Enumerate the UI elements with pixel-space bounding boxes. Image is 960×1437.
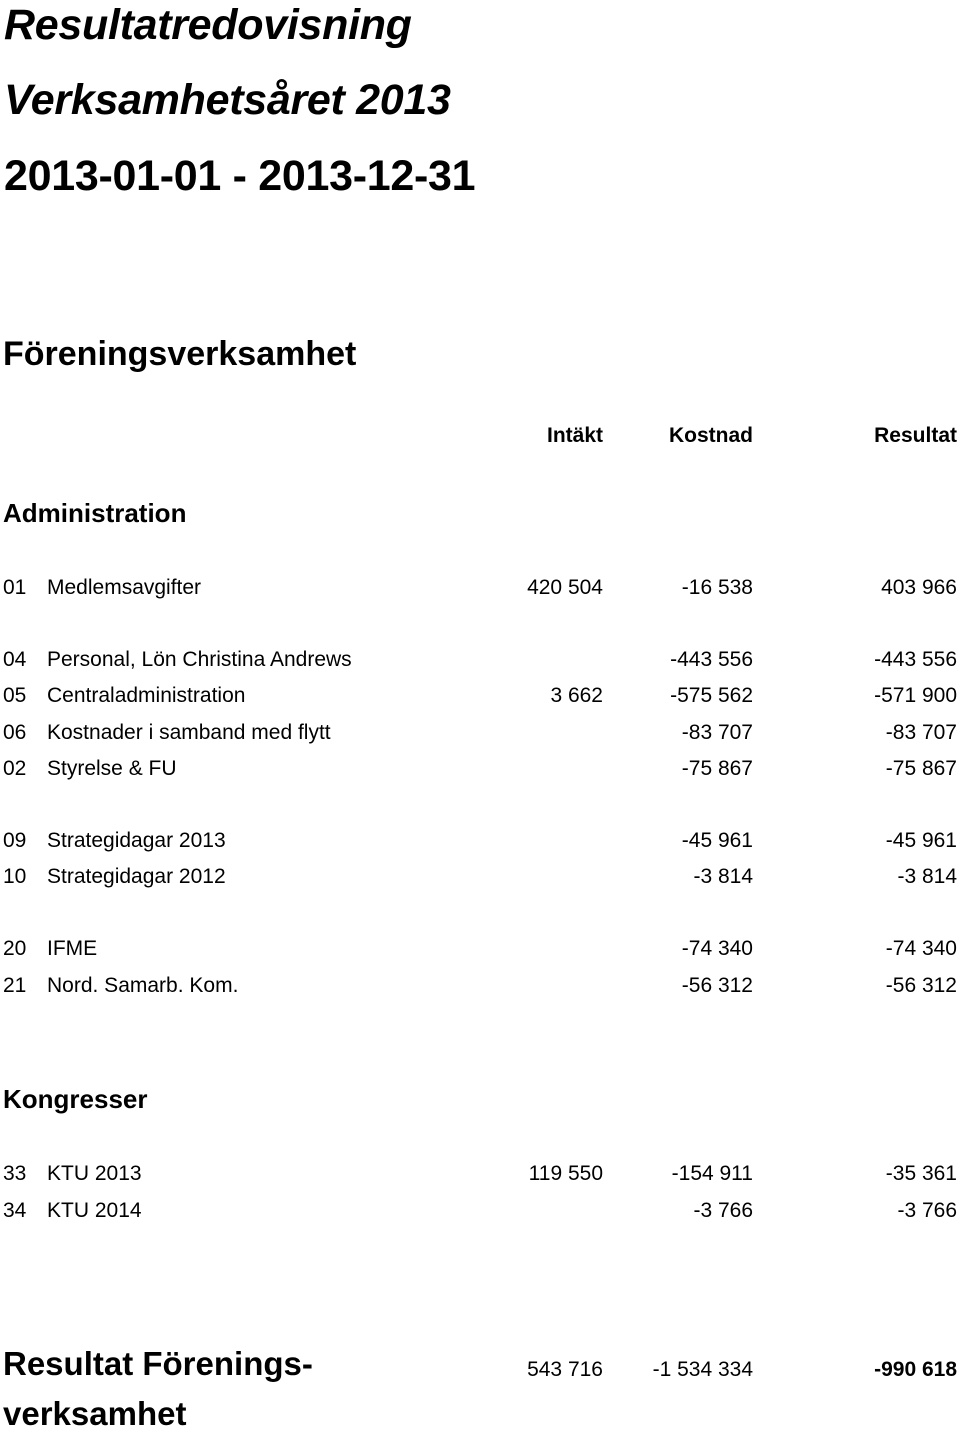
cost-value: -575 562 <box>670 684 753 707</box>
total-cost: -1 534 334 <box>652 1358 753 1381</box>
table-row <box>0 573 960 603</box>
total-label-line1: Resultat Förenings- <box>3 1345 313 1382</box>
cost-value: -154 911 <box>671 1162 753 1185</box>
account-name: Personal, Lön Christina Andrews <box>47 648 352 671</box>
account-code: 20 <box>3 937 27 960</box>
account-code: 10 <box>3 865 27 888</box>
account-name: IFME <box>47 937 98 960</box>
cost-value: -74 340 <box>681 937 753 960</box>
kongresser-heading: Kongresser <box>3 1084 148 1114</box>
report-title: Resultatredovisning <box>4 1 412 49</box>
cost-value: -16 538 <box>681 576 753 599</box>
table-row <box>0 934 960 964</box>
account-name: Medlemsavgifter <box>47 576 202 599</box>
report-year: Verksamhetsåret 2013 <box>4 76 451 124</box>
total-result: -990 618 <box>874 1358 957 1381</box>
account-code: 05 <box>3 684 27 707</box>
account-name: Kostnader i samband med flytt <box>47 721 331 744</box>
result-value: -56 312 <box>885 974 957 997</box>
result-value: -75 867 <box>885 757 957 780</box>
table-row <box>0 1196 960 1226</box>
account-code: 02 <box>3 757 27 780</box>
account-name: Styrelse & FU <box>47 757 177 780</box>
result-value: -83 707 <box>885 721 957 744</box>
table-row <box>0 754 960 784</box>
result-value: -45 961 <box>885 829 957 852</box>
report-period: 2013-01-01 - 2013-12-31 <box>4 152 476 200</box>
account-code: 04 <box>3 648 27 671</box>
table-row <box>0 645 960 675</box>
column-header-income: Intäkt <box>546 424 603 447</box>
account-name: KTU 2013 <box>47 1162 142 1185</box>
section-title: Föreningsverksamhet <box>3 335 357 373</box>
cost-value: -45 961 <box>681 829 753 852</box>
table-row <box>0 718 960 748</box>
column-header-cost: Kostnad <box>669 424 753 447</box>
result-value: -571 900 <box>874 684 957 707</box>
account-code: 34 <box>3 1199 27 1222</box>
result-value: -443 556 <box>874 648 957 671</box>
total-income: 543 716 <box>527 1358 603 1381</box>
income-value: 420 504 <box>527 576 603 599</box>
cost-value: -443 556 <box>670 648 753 671</box>
table-row <box>0 862 960 892</box>
account-code: 06 <box>3 721 27 744</box>
administration-heading: Administration <box>3 498 187 528</box>
account-name: Strategidagar 2013 <box>47 829 226 852</box>
account-code: 33 <box>3 1162 27 1185</box>
cost-value: -83 707 <box>681 721 753 744</box>
account-code: 21 <box>3 974 27 997</box>
cost-value: -3 766 <box>693 1199 753 1222</box>
column-header-result: Resultat <box>874 424 957 447</box>
cost-value: -56 312 <box>681 974 753 997</box>
table-row <box>0 826 960 856</box>
cost-value: -75 867 <box>681 757 753 780</box>
account-name: Nord. Samarb. Kom. <box>47 974 239 997</box>
result-value: -3 766 <box>897 1199 957 1222</box>
result-value: 403 966 <box>881 576 957 599</box>
account-code: 09 <box>3 829 27 852</box>
total-label-line2: verksamhet <box>3 1395 187 1432</box>
account-code: 01 <box>3 576 27 599</box>
account-name: KTU 2014 <box>47 1199 142 1222</box>
cost-value: -3 814 <box>693 865 753 888</box>
income-value: 119 550 <box>528 1162 603 1185</box>
income-value: 3 662 <box>550 684 603 707</box>
result-value: -74 340 <box>885 937 957 960</box>
table-row <box>0 1159 960 1189</box>
table-row <box>0 681 960 711</box>
table-row <box>0 971 960 1001</box>
result-value: -3 814 <box>897 865 957 888</box>
account-name: Strategidagar 2012 <box>47 865 226 888</box>
account-name: Centraladministration <box>47 684 246 707</box>
result-value: -35 361 <box>885 1162 957 1185</box>
